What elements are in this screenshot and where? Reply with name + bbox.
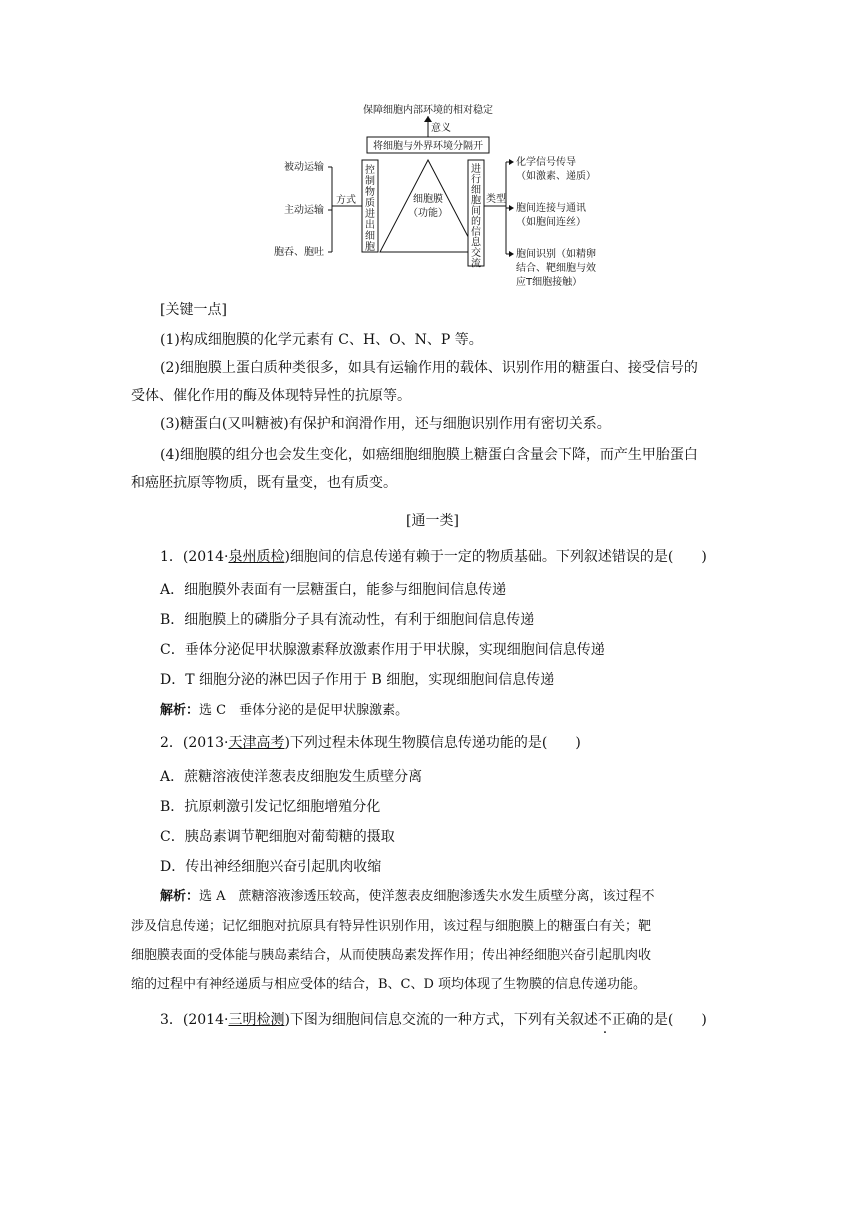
right-vtext-char: 息 [471, 237, 481, 249]
right-item-2-line-2: （如胞间连丝） [516, 217, 586, 228]
right-vtext-char: 行 [471, 174, 481, 186]
question-1-option-c: C．垂体分泌促甲状腺激素释放激素作用于甲状腺，实现细胞间信息传递 [160, 642, 605, 658]
left-vtext-char: 控 [365, 165, 375, 176]
arrow-up-icon [424, 116, 432, 122]
key-point-2-line-2: 受体、催化作用的酶及体现特异性的抗原等。 [131, 388, 411, 404]
diagram-separate-text: 将细胞与外界环境分隔开 [373, 141, 483, 152]
question-2-option-b: B．抗原刺激引发记忆细胞增殖分化 [160, 799, 381, 815]
left-function-text [365, 163, 375, 253]
right-vtext-char: 细 [471, 185, 481, 196]
question-2-option-a: A．蔗糖溶液使洋葱表皮细胞发生质壁分离 [160, 769, 423, 785]
left-vtext-char: 质 [365, 198, 375, 209]
membrane-triangle [380, 160, 476, 252]
question-2-analysis-line-1: 解析：选 A 蔗糖溶液渗透压较高，使洋葱表皮细胞渗透失水发生质壁分离，该过程不 [160, 889, 655, 904]
diagram-center-label-1: 细胞膜 [413, 194, 443, 205]
right-vtext-char: 间 [471, 206, 481, 217]
key-points-heading: [关键一点] [160, 302, 227, 318]
right-item-3-line-3: 应T细胞接触） [516, 277, 583, 288]
right-item-2-line-1: 胞间连接与通讯 [516, 203, 586, 214]
key-point-1: (1)构成细胞膜的化学元素有 C、H、O、N、P 等。 [160, 332, 483, 348]
left-vtext-char: 进 [365, 209, 375, 220]
question-1-stem: 1．(2014·泉州质检)细胞间的信息传递有赖于一定的物质基础。下列叙述错误的是( ) [160, 549, 707, 565]
section-title: [通一类] [406, 513, 459, 529]
left-item-endocytosis: 胞吞、胞吐 [274, 247, 324, 258]
question-2-analysis-line-3: 细胞膜表面的受体能与胰岛素结合，从而使胰岛素发挥作用；传出神经细胞兴奋引起肌肉收 [131, 948, 652, 963]
question-2-stem: 2．(2013·天津高考)下列过程未体现生物膜信息传递功能的是( ) [160, 735, 581, 751]
key-point-4-line-2: 和癌胚抗原等物质，既有量变，也有质变。 [131, 475, 397, 491]
right-item-1-line-2: （如激素、递质） [516, 171, 596, 182]
left-item-passive: 被动运输 [284, 162, 324, 173]
right-vtext-char: 信 [471, 227, 481, 238]
diagram-center-label-2: （功能） [408, 208, 448, 219]
right-item-3-line-2: 结合、靶细胞与效 [516, 263, 596, 274]
question-2-analysis-line-4: 缩的过程中有神经递质与相应受体的结合，B、C、D 项均体现了生物膜的信息传递功能。 [131, 977, 647, 992]
right-vtext-char: 交 [471, 248, 481, 259]
left-vtext-char: 出 [365, 220, 375, 231]
right-vtext-char: 进 [471, 164, 481, 175]
diagram-type-label: 类型 [486, 194, 506, 205]
cell-membrane-function-diagram [272, 94, 612, 294]
left-vtext-char: 胞 [365, 242, 375, 253]
left-vtext-char: 制 [365, 176, 375, 187]
left-item-active: 主动运输 [284, 205, 324, 216]
right-item-3-line-1: 胞间识别（如精卵 [516, 249, 596, 260]
question-1-analysis: 解析：选 C 垂体分泌的是促甲状腺激素。 [160, 703, 409, 718]
question-3-source: 三明检测 [228, 1012, 285, 1028]
question-1-source: 泉州质检 [228, 549, 285, 565]
right-function-text [471, 162, 482, 270]
right-vtext-char: 的 [471, 216, 481, 228]
diagram-way-label: 方式 [336, 195, 356, 206]
diagram-meaning-label: 意义 [431, 123, 451, 134]
right-vtext-char: 流 [471, 258, 481, 270]
emphasis-not-char: 不 [597, 1012, 612, 1028]
key-point-2-line-1: (2)细胞膜上蛋白质种类很多，如具有运输作用的载体、识别作用的糖蛋白、接受信号的 [160, 360, 698, 376]
question-1-option-a: A．细胞膜外表面有一层糖蛋白，能参与细胞间信息传递 [160, 582, 507, 598]
diagram-top-label: 保障细胞内部环境的相对稳定 [363, 105, 493, 116]
question-1-option-d: D．T 细胞分泌的淋巴因子作用于 B 细胞，实现细胞间信息传递 [160, 672, 555, 688]
left-vtext-char: 物 [365, 187, 375, 198]
question-1-option-b: B．细胞膜上的磷脂分子具有流动性，有利于细胞间信息传递 [160, 612, 535, 628]
right-item-1-line-1: 化学信号传导 [516, 157, 576, 168]
right-vtext-char: 胞 [471, 195, 481, 207]
left-vtext-char: 细 [365, 231, 375, 242]
question-2-option-c: C．胰岛素调节靶细胞对葡萄糖的摄取 [160, 829, 395, 845]
question-2-option-d: D．传出神经细胞兴奋引起肌肉收缩 [160, 859, 382, 875]
question-2-analysis-line-2: 涉及信息传递；记忆细胞对抗原具有特异性识别作用，该过程与细胞膜上的糖蛋白有关；靶 [131, 919, 652, 934]
key-point-4-line-1: (4)细胞膜的组分也会发生变化，如癌细胞细胞膜上糖蛋白含量会下降，而产生甲胎蛋白 [160, 447, 698, 463]
question-2-source: 天津高考 [228, 735, 285, 751]
question-3-stem: 3．(2014·三明检测)下图为细胞间信息交流的一种方式，下列有关叙述不正确的是( ) [160, 1012, 707, 1028]
key-point-3: (3)糖蛋白(又叫糖被)有保护和润滑作用，还与细胞识别作用有密切关系。 [160, 416, 611, 432]
